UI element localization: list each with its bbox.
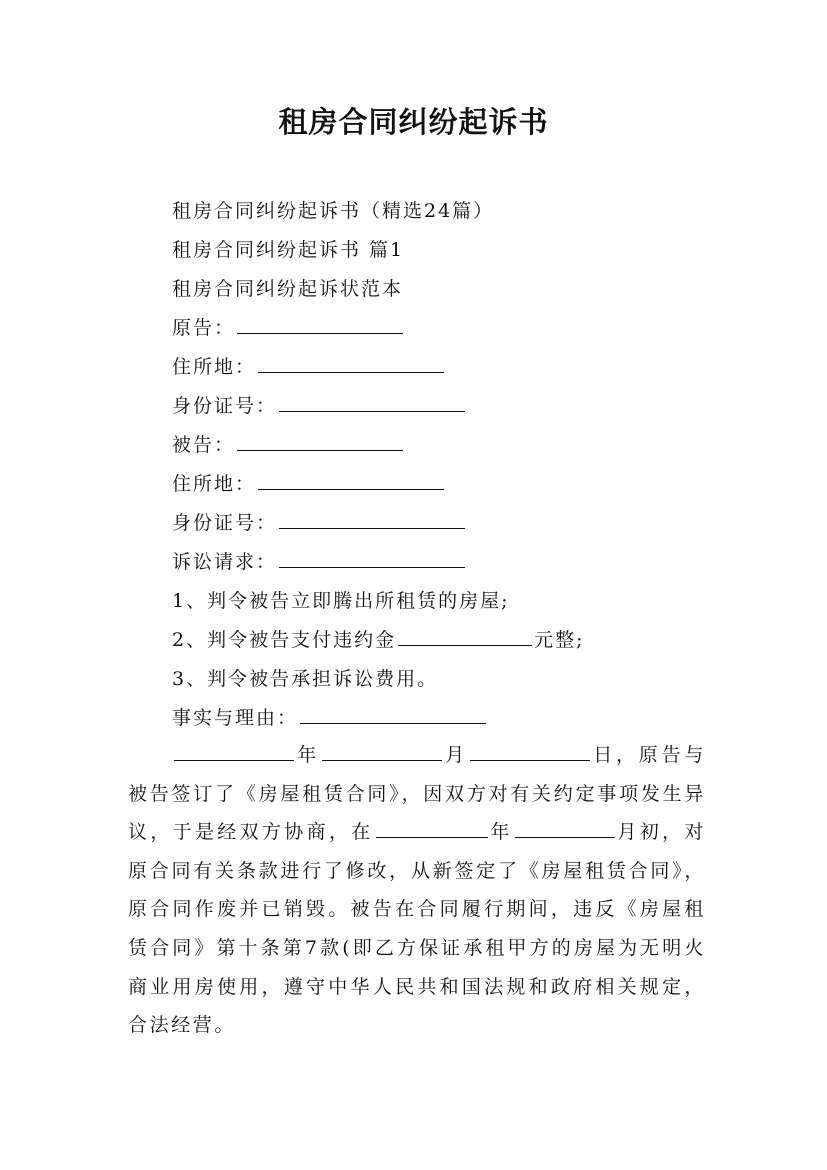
plaintiff-id-blank [279,391,465,412]
facts-paragraph [128,736,706,1045]
document-title: 租房合同纠纷起诉书 [278,105,549,139]
plaintiff-address-field [172,352,446,382]
date-month-blank [322,740,442,761]
year2-label: 年 [489,821,513,844]
facts-label: 事实与理由： [172,707,299,729]
facts-text-part1: 日，原告与被告签订了《房屋租赁合同》，因双方对有关约定事项发生异议，于是经双方协商，在 [128,744,706,844]
plaintiff-address-label: 住所地： [172,356,257,378]
facts-blank [300,703,486,724]
claim-item-2-prefix: 2、判令被告支付违约金 [172,629,397,651]
defendant-id-field [172,508,467,538]
plaintiff-label: 原告： [172,317,236,339]
defendant-address-blank [258,469,444,490]
defendant-id-label: 身份证号： [172,512,278,534]
facts-field [172,703,488,733]
claim-item-2 [172,625,585,655]
claim-item-3: 3、判令被告承担诉讼费用。 [172,668,439,690]
claims-field [172,547,467,577]
facts-text-part2: 月初，对原合同有关条款进行了修改，从新签定了《房屋租赁合同》，原合同作废并已销毁。被告在合同履行期间，违反《房屋租赁合同》第十条第7款(即乙方保证承租甲方的房屋为无明火商业用房使用，遵守中华人民共和国法规和政府相关规定，合法经营。 [128,821,706,1037]
defendant-blank [237,430,403,451]
defendant-address-field [172,469,446,499]
section-heading: 租房合同纠纷起诉书 篇1 [172,239,405,261]
claim-item-1: 1、判令被告立即腾出所租赁的房屋; [172,590,510,612]
claim-item-2-suffix: 元整; [534,629,585,651]
claims-blank [279,547,465,568]
defendant-field [172,430,405,460]
plaintiff-blank [237,313,403,334]
plaintiff-field [172,313,405,343]
amend-month-blank [515,817,615,838]
template-heading: 租房合同纠纷起诉状范本 [172,278,404,300]
defendant-label: 被告： [172,434,236,456]
year-label: 年 [296,744,320,766]
claims-label: 诉讼请求： [172,551,278,573]
date-day-blank [470,740,590,761]
penalty-amount-blank [398,625,532,646]
plaintiff-id-label: 身份证号： [172,395,278,417]
defendant-id-blank [279,508,465,529]
subtitle-line: 租房合同纠纷起诉书（精选24篇） [172,200,495,222]
defendant-address-label: 住所地： [172,473,257,495]
date-year-blank [174,740,294,761]
month-label: 月 [444,744,468,766]
plaintiff-id-field [172,391,467,421]
plaintiff-address-blank [258,352,444,373]
amend-year-blank [376,817,488,838]
